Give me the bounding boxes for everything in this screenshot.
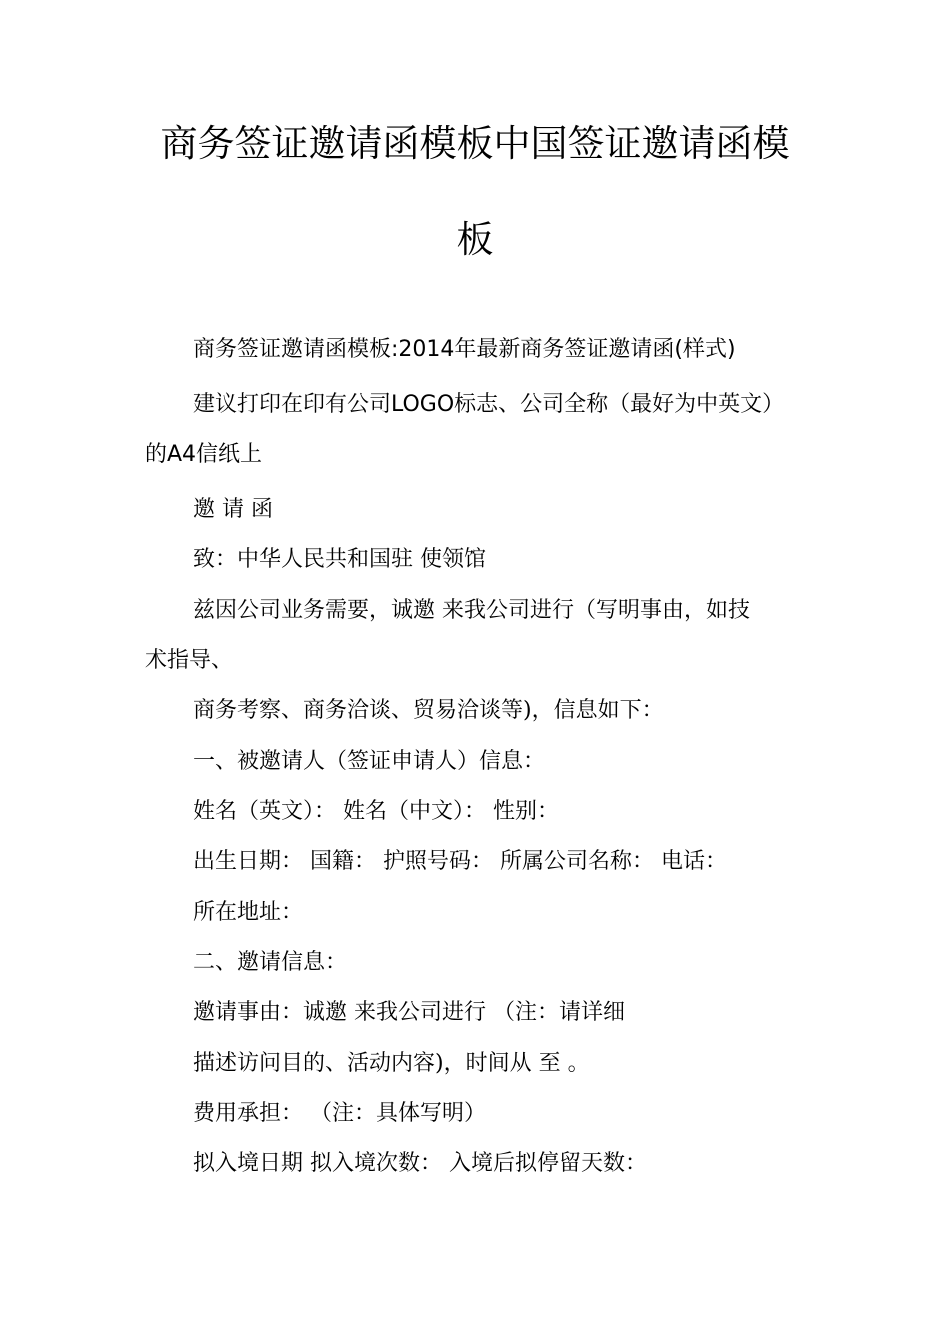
paragraph-addressee: 致：中华人民共和国驻 使领馆 (193, 547, 486, 572)
paragraph-template-intro: 商务签证邀请函模板:2014年最新商务签证邀请函(样式) (193, 337, 736, 362)
field-invitation-reason-cont: 描述访问目的、活动内容)，时间从 至 。 (193, 1051, 590, 1076)
field-names-gender: 姓名（英文）： 姓名（中文）： 性别： (193, 799, 559, 824)
paragraph-purpose-cont: 术指导、 (145, 648, 234, 673)
paragraph-print-advice-cont: 的A4信纸上 (145, 442, 263, 467)
field-birth-nationality-passport: 出生日期： 国籍： 护照号码： 所属公司名称： 电话： (193, 849, 727, 874)
field-address: 所在地址： (193, 900, 304, 925)
section-invitee-info: 一、被邀请人（签证申请人）信息： (193, 749, 546, 774)
document-title-line-1: 商务签证邀请函模板中国签证邀请函模 (160, 122, 790, 165)
field-invitation-reason: 邀请事由：诚邀 来我公司进行 （注：请详细 (193, 1000, 625, 1025)
paragraph-purpose: 兹因公司业务需要，诚邀 来我公司进行（写明事由，如技 (193, 598, 750, 623)
field-expenses: 费用承担： （注：具体写明） (193, 1101, 486, 1126)
paragraph-print-advice: 建议打印在印有公司LOGO标志、公司全称（最好为中英文） (193, 392, 785, 417)
section-invitation-info: 二、邀请信息： (193, 950, 348, 975)
document-title-line-2: 板 (456, 218, 494, 261)
invitation-heading: 邀 请 函 (193, 497, 273, 522)
paragraph-purpose-examples: 商务考察、商务洽谈、贸易洽谈等)，信息如下： (193, 698, 664, 723)
field-entry-plan: 拟入境日期 拟入境次数： 入境后拟停留天数： (193, 1151, 647, 1176)
